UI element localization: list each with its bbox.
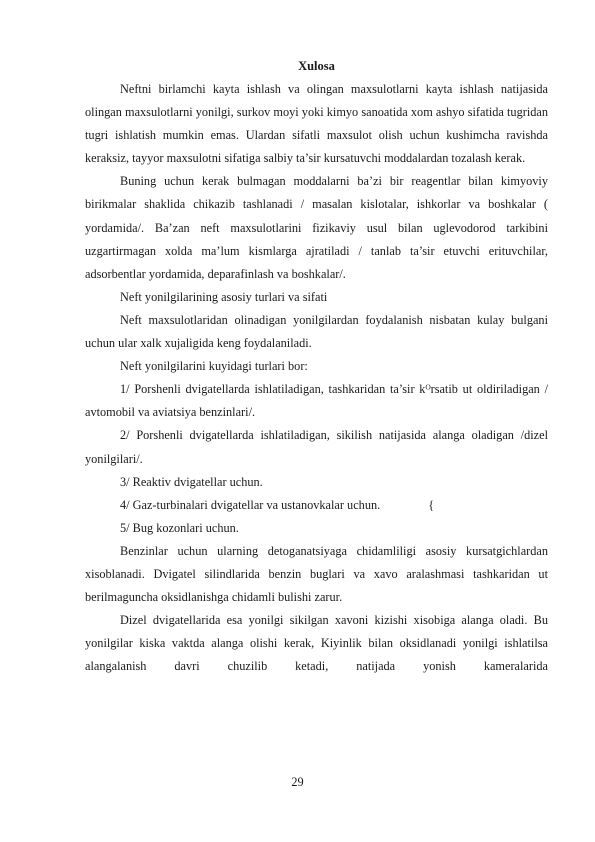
paragraph-cleaning-methods: Buning uchun kerak bulmagan moddalarni ba’zi bir reagentlar bilan kimyoviy birikmalar shaklida chikazib tashlanadi / masalan kislotalar, ishkorlar va boshkalar ( yordamida/. Ba’zan neft maxsulotlarini fizikaviy usul bilan uglevodorod tarkibini uzgartirmagan xolda ma’lum kismlarga ajratiladi / tanlab ta’sir etuvchi erituvchilar, adsorbentlar yordamida, deparafinlash va boshkalar/. <box>85 174 548 281</box>
paragraph-intro: Neftni birlamchi kayta ishlash va olingan maxsulotlarni kayta ishlash natijasida olingan maxsulotlarni yonilgi, surkov moyi yoki kimyo sanoatida xom ashyo sifatida tugridan tugri ishlatish mumkin emas. Ulardan sifatli maxsulot olish uchun kushimcha ravishda keraksiz, tayyor maxsulotni sifatiga salbiy ta’sir kursatuvchi moddalardan tozalash kerak. <box>85 82 548 166</box>
paragraph-fuel-usage: Neft maxsulotlaridan olinadigan yonilgilardan foydalanish nisbatan kulay bulgani uchun ular xalk xujaligida keng foydalaniladi. <box>85 312 548 351</box>
paragraph-diesel: Dizel dvigatellarida esa yonilgi sikilgan xavoni kizishi xisobiga alanga oladi. Bu yonilgilar kiska vaktda alanga olishi kerak, Kiyinlik bilan oksidlanadi yonilgi ishlatilsa alangalanish davri chuzilib ketadi, natijada yonish kameralarida <box>85 613 548 674</box>
document-page <box>85 55 548 678</box>
paragraph-gasoline: Benzinlar uchun ularning detoganatsiyaga chidamliligi asosiy kursatgichlardan xisoblanadi. Dvigatel silindlarida benzin buglari va xavo aralashmasi tashkaridan ut berilmaguncha oksidlanishga chidamli bulishi zarur. <box>85 543 548 605</box>
page-number: 29 <box>291 775 304 789</box>
document-title: Xulosa <box>298 59 335 73</box>
list-item-3: 3/ Reaktiv dvigatellar uchun. <box>120 474 263 489</box>
list-item-4-text: 4/ Gaz-turbinalari dvigatellar va ustanovkalar uchun. <box>120 497 381 512</box>
stray-mark: { <box>428 497 435 512</box>
list-item-1: 1/ Porshenli dvigatellarda ishlatiladigan, tashkaridan ta’sir kᴼrsatib ut oldiriladigan / avtomobil va aviatsiya benzinlari/. <box>85 382 548 420</box>
list-item-4 <box>85 494 548 517</box>
paragraph-fuel-types-intro: Neft yonilgilarini kuyidagi turlari bor: <box>120 359 308 374</box>
list-item-2: 2/ Porshenli dvigatellarda ishlatiladigan, sikilish natijasida alanga oladigan /dizel yonilgilari/. <box>85 428 548 466</box>
paragraph-fuel-types-heading: Neft yonilgilarining asosiy turlari va sifati <box>120 289 328 304</box>
list-item-5: 5/ Bug kozonlari uchun. <box>120 520 239 535</box>
